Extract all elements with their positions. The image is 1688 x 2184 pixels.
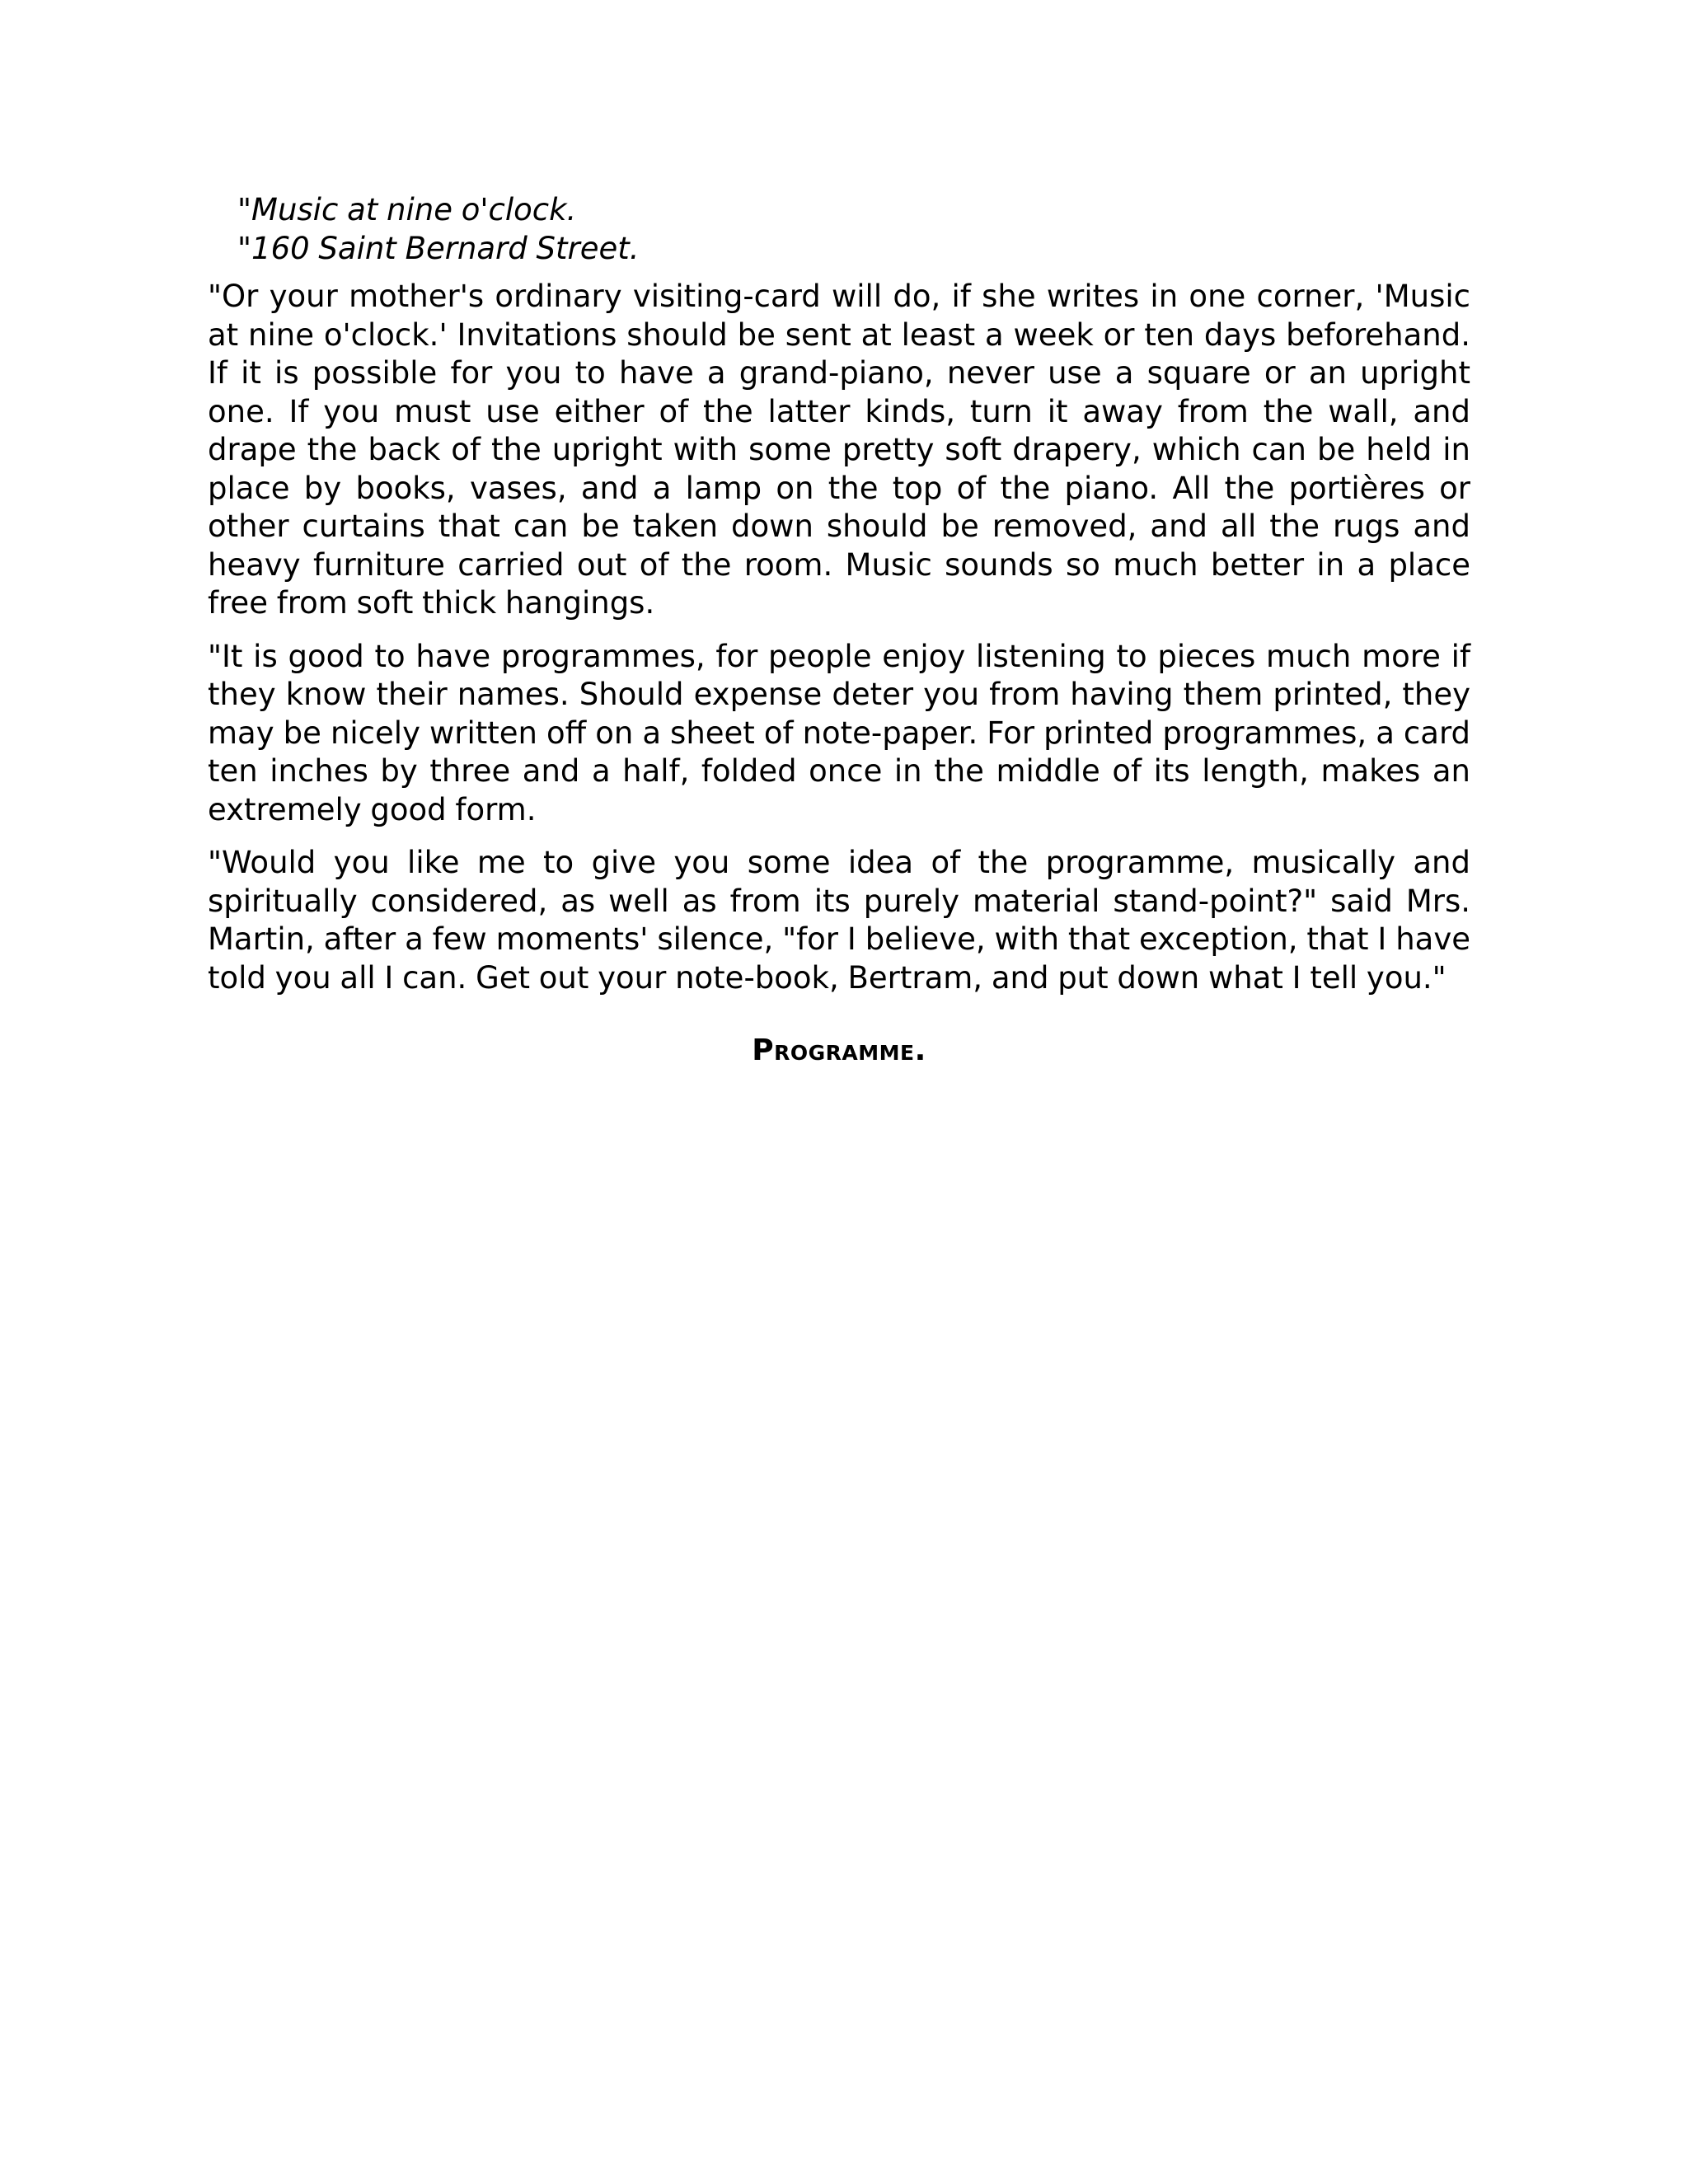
paragraph-note-book: "Would you like me to give you some idea of the programme, musically and spiritually considered, as well as from its purely material stand-point?" said Mrs. Martin, after a few moments' silence, "for I believe, with that exception, that I have told you all I can. Get out your note-book, Bertram, and put down what I tell you." — [208, 845, 1470, 996]
paragraph-programmes: "It is good to have programmes, for people enjoy listening to pieces much more if they know their names. Should expense deter you from having them printed, they may be nicely written off on a sheet of note-paper. For printed programmes, a card ten inches by three and a half, folded once in the middle of its length, makes an extremely good form. — [208, 638, 1470, 827]
address-line-time — [208, 191, 1470, 230]
address-time-text: Music at nine o'clock. — [251, 192, 577, 227]
open-quote: " — [237, 230, 252, 266]
address-line-street — [208, 230, 1470, 269]
document-page — [208, 191, 1470, 1071]
paragraph-visiting-card: "Or your mother's ordinary visiting-card will do, if she writes in one corner, 'Music at nine o'clock.' Invitations should be sent at least a week or ten days beforehand. If it is possible for you to have a grand-piano, never use a square or an upright one. If you must use either of the latter kinds, turn it away from the wall, and drape the back of the upright with some pretty soft drapery, which can be held in place by books, vases, and a lamp on the top of the piano. All the portières or other curtains that can be taken down should be removed, and all the rugs and heavy furniture carried out of the room. Music sounds so much better in a place free from soft thick hangings. — [208, 279, 1470, 621]
address-street-text: 160 Saint Bernard Street. — [251, 230, 640, 266]
open-quote: " — [237, 192, 252, 227]
section-heading: Programme. — [752, 1033, 926, 1067]
